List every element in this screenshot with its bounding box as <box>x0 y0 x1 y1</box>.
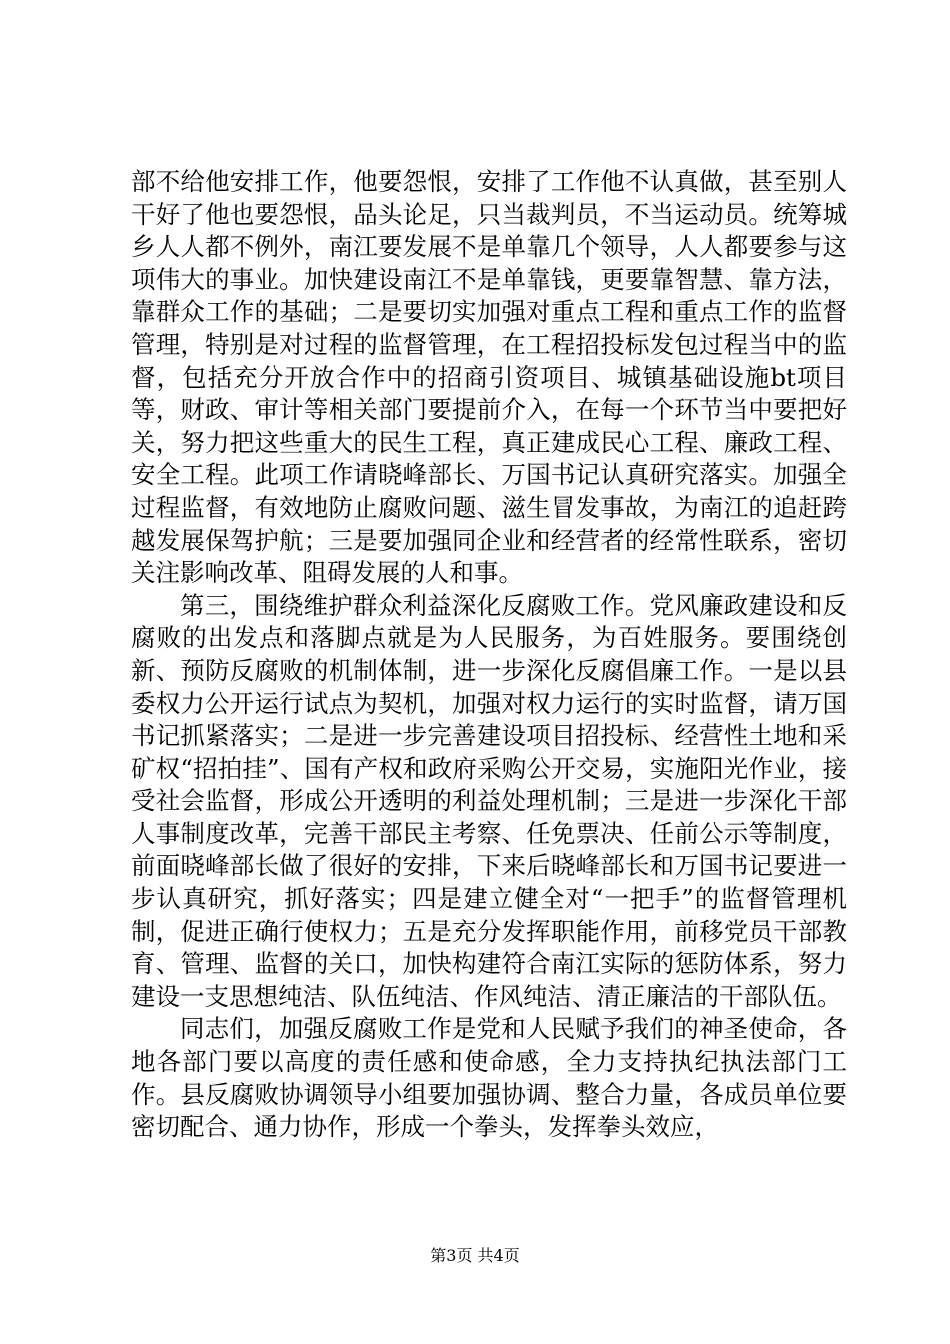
paragraph-3: 同志们，加强反腐败工作是党和人民赋予我们的神圣使命，各地各部门要以高度的责任感和使命感，全力支持执纪执法部门工作。县反腐败协调领导小组要加强协调、整合力量，各成员单位要密切配合、通力协作，形成一个拳头，发挥拳头效应， <box>131 1014 847 1142</box>
body-text <box>131 166 847 1144</box>
paragraph-2: 第三，围绕维护群众利益深化反腐败工作。党风廉政建设和反腐败的出发点和落脚点就是为人民服务，为百姓服务。要围绕创新、预防反腐败的机制体制，进一步深化反腐倡廉工作。一是以县委权力公开运行试点为契机，加强对权力运行的实时监督，请万国书记抓紧落实；二是进一步完善建设项目招投标、经营性土地和采矿权“招拍挂”、国有产权和政府采购公开交易，实施阳光作业，接受社会监督，形成公开透明的利益处理机制；三是进一步深化干部人事制度改革，完善干部民主考察、任免票决、任前公示等制度，前面晓峰部长做了很好的安排，下来后晓峰部长和万国书记要进一步认真研究，抓好落实；四是建立健全对“一把手”的监督管理机制，促进正确行使权力；五是充分发挥职能作用，前移党员干部教育、管理、监督的关口，加快构建符合南江实际的惩防体系，努力建设一支思想纯洁、队伍纯洁、作风纯洁、清正廉洁的干部队伍。 <box>131 590 847 1011</box>
paragraph-1: 部不给他安排工作，他要怨恨，安排了工作他不认真做，甚至别人干好了他也要怨恨，品头论足，只当裁判员，不当运动员。统筹城乡人人都不例外，南江要发展不是单靠几个领导，人人都要参与这项伟大的事业。加快建设南江不是单靠钱，更要靠智慧、靠方法，靠群众工作的基础；二是要切实加强对重点工程和重点工作的监督管理，特别是对过程的监督管理，在工程招投标发包过程当中的监督，包括充分开放合作中的招商引资项目、城镇基础设施bt项目等，财政、审计等相关部门要提前介入，在每一个环节当中要把好关，努力把这些重大的民生工程，真正建成民心工程、廉政工程、安全工程。此项工作请晓峰部长、万国书记认真研究落实。加强全过程监督，有效地防止腐败问题、滋生冒发事故，为南江的追赶跨越发展保驾护航；三是要加强同企业和经营者的经常性联系，密切关注影响改革、阻碍发展的人和事。 <box>131 167 847 588</box>
page-footer: 第3页 共4页 <box>430 1246 520 1265</box>
